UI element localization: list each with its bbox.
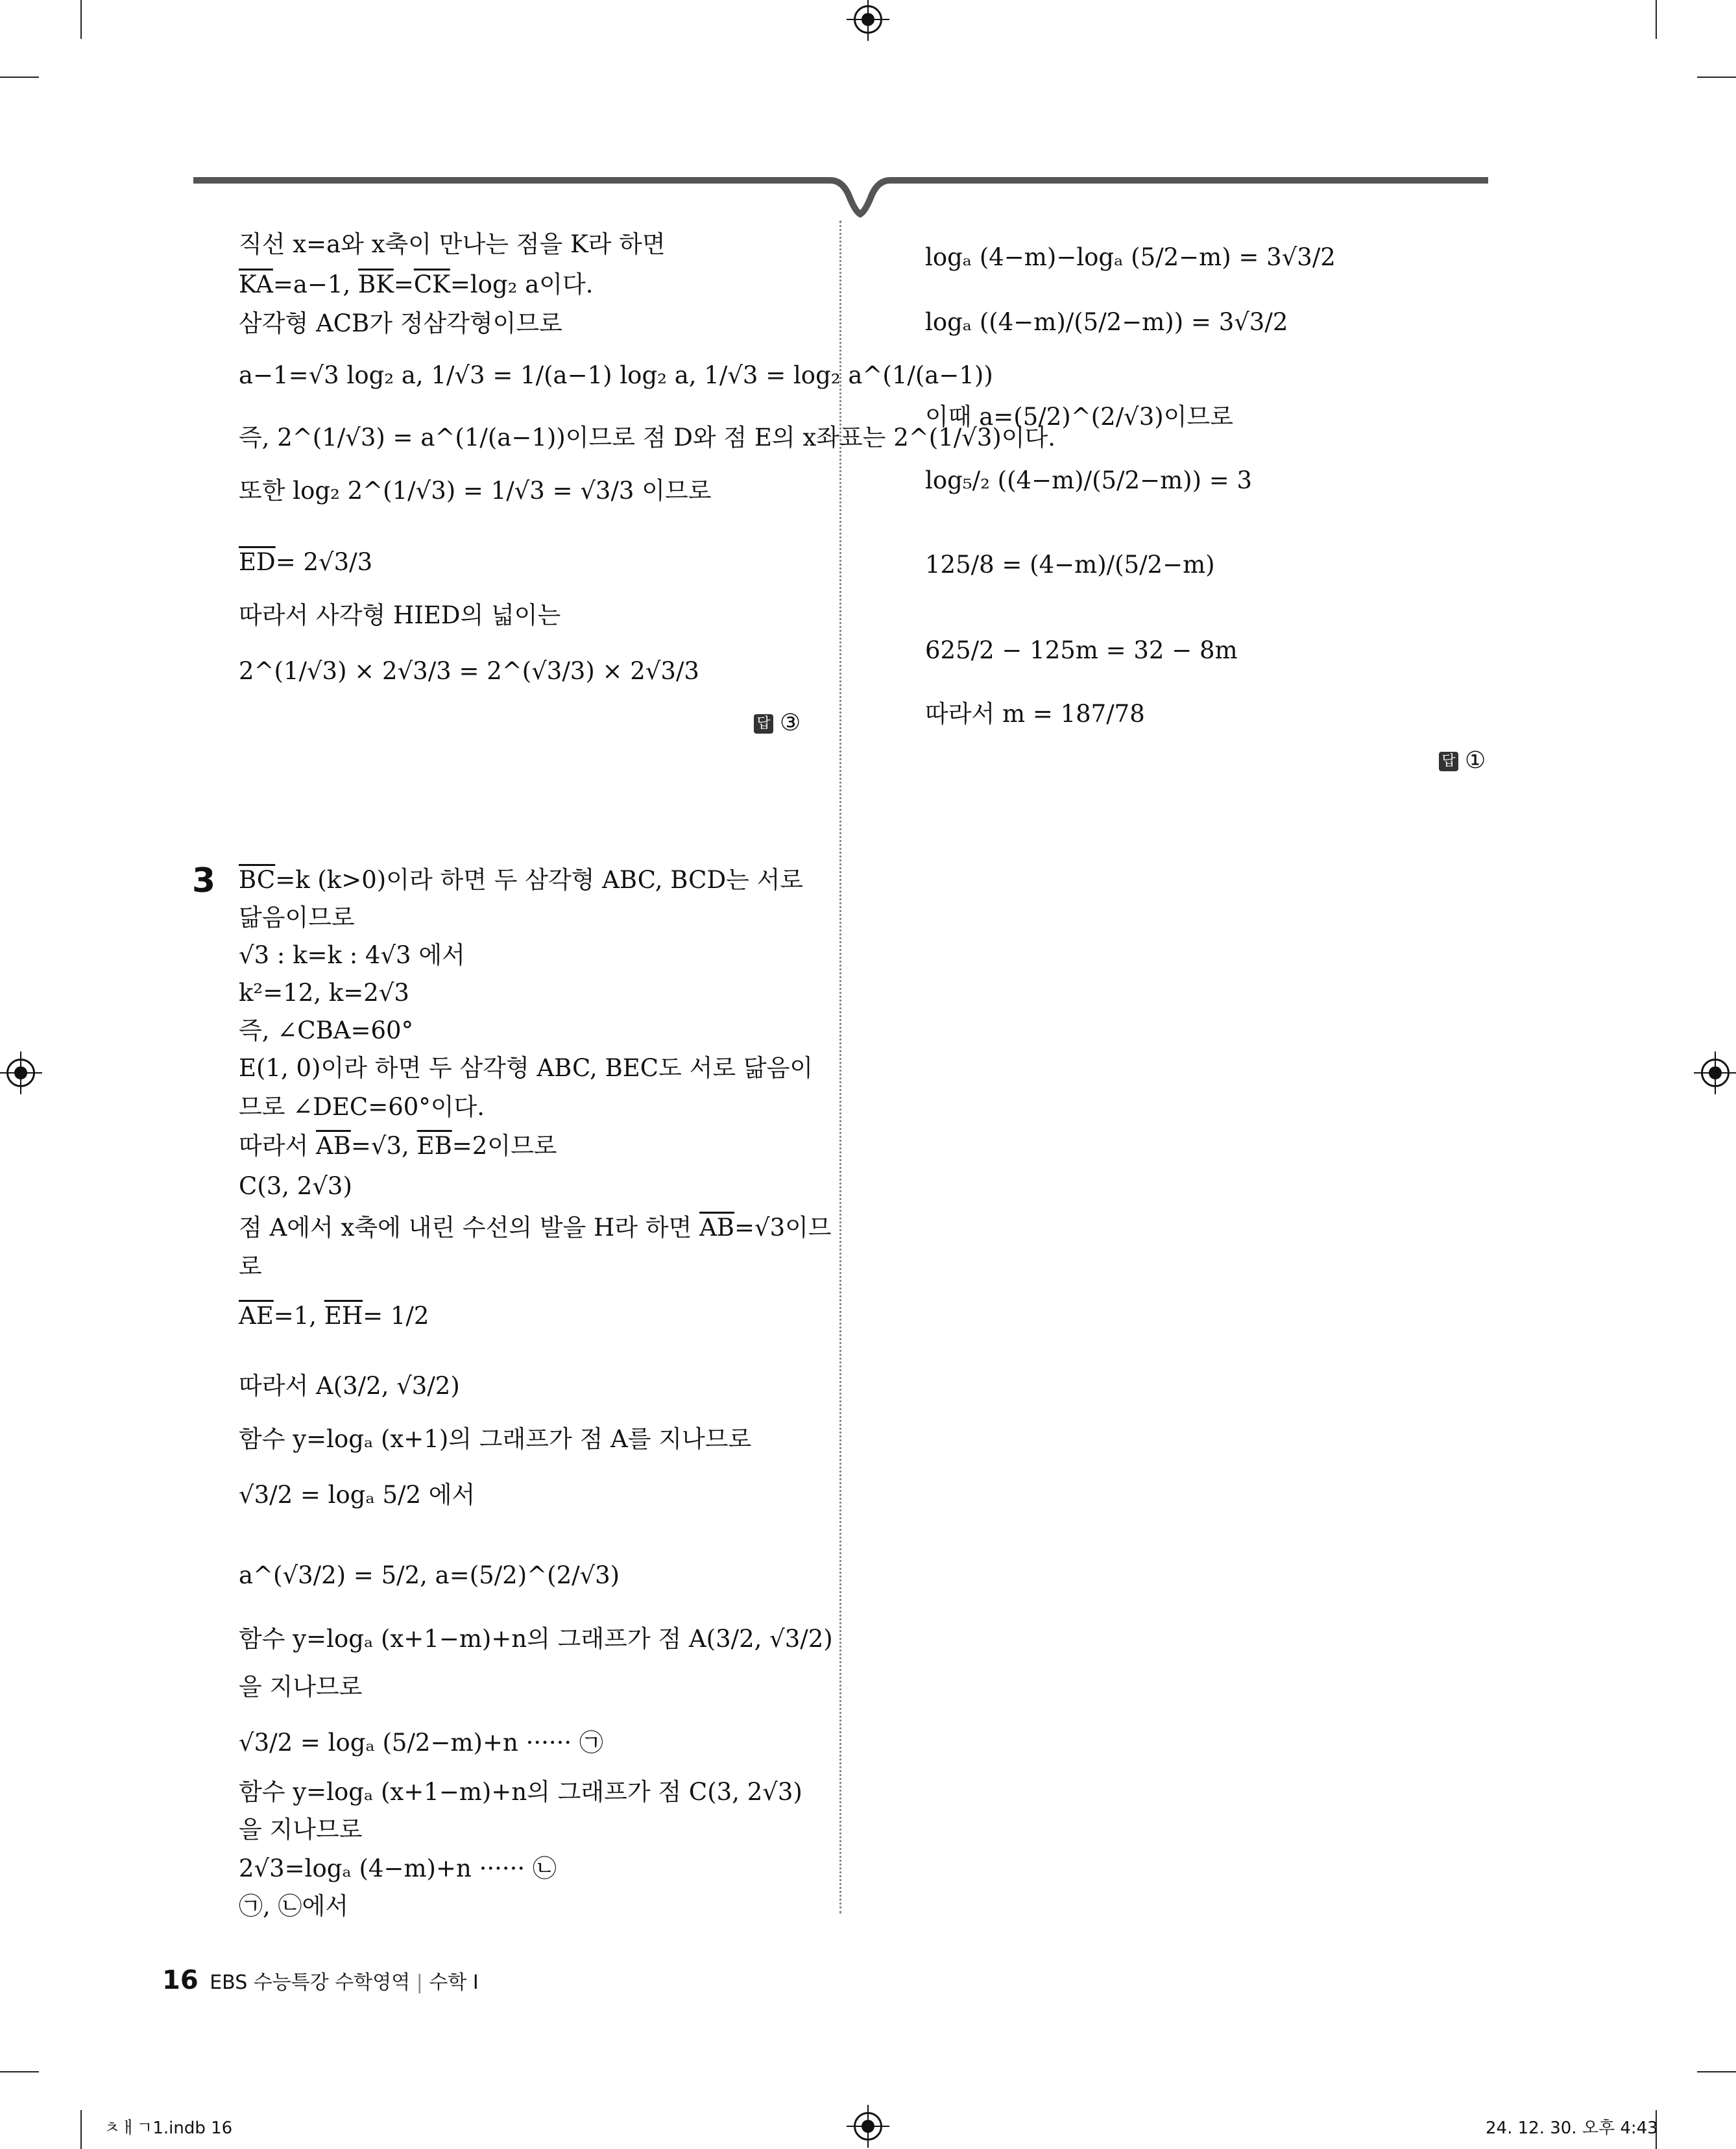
math-line: logₐ (4−m)−logₐ (5/2−m) = 3√3/2 (925, 243, 1336, 271)
math-line (239, 550, 372, 574)
text-line: 로 (239, 1253, 262, 1280)
math-line: 125/8 = (4−m)/(5/2−m) (925, 551, 1215, 579)
page-footer (162, 1965, 479, 1995)
math-line: log₅/₂ ((4−m)/(5/2−m)) = 3 (925, 466, 1253, 494)
text-line: 므로 ∠DEC=60°이다. (239, 1093, 485, 1121)
answer-value: ③ (780, 710, 801, 736)
segment-ab: $\overline{AB}$ (316, 1132, 351, 1160)
text-span: = (393, 270, 414, 298)
math-line: √3/2 = logₐ 5/2 에서 (239, 1481, 476, 1509)
segment-eh: $\overline{EH}$ (324, 1302, 363, 1330)
question-number: 3 (192, 861, 216, 900)
math-line: a^(√3/2) = 5/2, a=(5/2)^(2/√3) (239, 1561, 620, 1589)
math-line: √3 : k=k : 4√3 에서 (239, 941, 465, 969)
answer-label (754, 710, 801, 736)
text-span: =√3, (350, 1132, 417, 1160)
math-line: 2√3=logₐ (4−m)+n ······ ㉡ (239, 1855, 557, 1882)
text-span: 따라서 (239, 1132, 316, 1160)
text-span: =log₂ a이다. (450, 270, 594, 298)
text-span: =2이므로 (452, 1132, 557, 1160)
math-line: 따라서 A(3/2, √3/2) (239, 1372, 460, 1400)
math-line: √3/2 = logₐ (5/2−m)+n ······ ㉠ (239, 1729, 603, 1757)
math-line: 이때 a=(5/2)^(2/√3)이므로 (925, 403, 1233, 431)
text-line: 닮음이므로 (239, 904, 355, 931)
column-divider (839, 221, 841, 1914)
math-line: 함수 y=logₐ (x+1−m)+n의 그래프가 점 A(3/2, √3/2) (239, 1625, 833, 1653)
crop-mark (1697, 77, 1736, 78)
segment-ab: $\overline{AB}$ (699, 1214, 734, 1242)
crop-mark (0, 2071, 39, 2072)
math-line: 즉, ∠CBA=60° (239, 1016, 414, 1044)
registration-mark-icon (854, 5, 882, 34)
subject-title: 수학 I (429, 1971, 479, 1994)
footer-separator: | (416, 1971, 423, 1994)
math-line: ㉠, ㉡에서 (239, 1892, 349, 1920)
answer-value: ① (1465, 747, 1486, 774)
header-divider (193, 175, 1491, 221)
text-line (239, 868, 803, 892)
text-line: 삼각형 ACB가 정삼각형이므로 (239, 309, 562, 337)
crop-mark (0, 77, 39, 78)
text-span: =1, (273, 1302, 324, 1330)
text-line: 을 지나므로 (239, 1816, 363, 1843)
math-line: 2^(1/√3) × 2√3/3 = 2^(√3/3) × 2√3/3 (239, 657, 699, 685)
text-line: 직선 x=a와 x축이 만나는 점을 K라 하면 (239, 230, 666, 258)
math-line: 625/2 − 125m = 32 − 8m (925, 636, 1238, 664)
math-line: a−1=√3 log₂ a, 1/√3 = 1/(a−1) log₂ a, 1/√3 = log₂ a^(1/(a−1)) (239, 361, 993, 389)
text-span: 점 A에서 x축에 내린 수선의 발을 H라 하면 (239, 1214, 700, 1242)
text-line (239, 1216, 832, 1240)
text-line: 따라서 사각형 HIED의 넓이는 (239, 601, 561, 629)
page-number: 16 (162, 1965, 199, 1995)
book-title: EBS 수능특강 수학영역 (210, 1971, 411, 1994)
math-line: 함수 y=logₐ (x+1)의 그래프가 점 A를 지나므로 (239, 1425, 752, 1453)
text-span: =a−1, (272, 270, 359, 298)
text-line: E(1, 0)이라 하면 두 삼각형 ABC, BEC도 서로 닮음이 (239, 1054, 814, 1082)
segment-ck: $\overline{CK}$ (413, 270, 450, 298)
segment-bc: $\overline{BC}$ (239, 866, 276, 894)
text-line (239, 1134, 557, 1158)
answer-icon: 답 (754, 714, 773, 734)
crop-mark (1697, 2071, 1736, 2072)
text-span: = 2√3/3 (275, 548, 373, 576)
answer-label (1439, 747, 1486, 774)
crop-mark (80, 0, 82, 39)
math-line: 또한 log₂ 2^(1/√3) = 1/√3 = √3/3 이므로 (239, 477, 712, 505)
segment-ae: $\overline{AE}$ (239, 1302, 274, 1330)
segment-ka: $\overline{KA}$ (239, 270, 273, 298)
math-line (239, 1304, 429, 1328)
print-date-label: 24. 12. 30. 오후 4:43 (1486, 2119, 1658, 2138)
answer-icon: 답 (1439, 752, 1458, 771)
crop-mark (1656, 0, 1657, 39)
math-line: C(3, 2√3) (239, 1172, 352, 1200)
segment-ed: $\overline{ED}$ (239, 548, 276, 576)
registration-mark-icon (1701, 1059, 1730, 1087)
crop-mark (80, 2110, 82, 2149)
print-file-label: ㅊㅐㄱ1.indb 16 (104, 2119, 233, 2138)
text-span: =√3이므 (734, 1214, 832, 1242)
segment-bk: $\overline{BK}$ (358, 270, 394, 298)
text-line (239, 272, 594, 296)
math-line: logₐ ((4−m)/(5/2−m)) = 3√3/2 (925, 308, 1288, 336)
registration-mark-icon (854, 2112, 882, 2141)
text-line: 을 지나므로 (239, 1673, 363, 1701)
segment-eb: $\overline{EB}$ (416, 1132, 452, 1160)
text-span: = 1/2 (363, 1302, 429, 1330)
math-line: k²=12, k=2√3 (239, 979, 409, 1007)
registration-mark-icon (6, 1059, 35, 1087)
math-line: 함수 y=logₐ (x+1−m)+n의 그래프가 점 C(3, 2√3) (239, 1778, 802, 1806)
math-line: 따라서 m = 187/78 (925, 700, 1145, 728)
math-line: 즉, 2^(1/√3) = a^(1/(a−1))이므로 점 D와 점 E의 x좌표는 2^(1/√3)이다. (239, 424, 1056, 451)
text-span: =k (k>0)이라 하면 두 삼각형 ABC, BCD는 서로 (275, 866, 804, 894)
